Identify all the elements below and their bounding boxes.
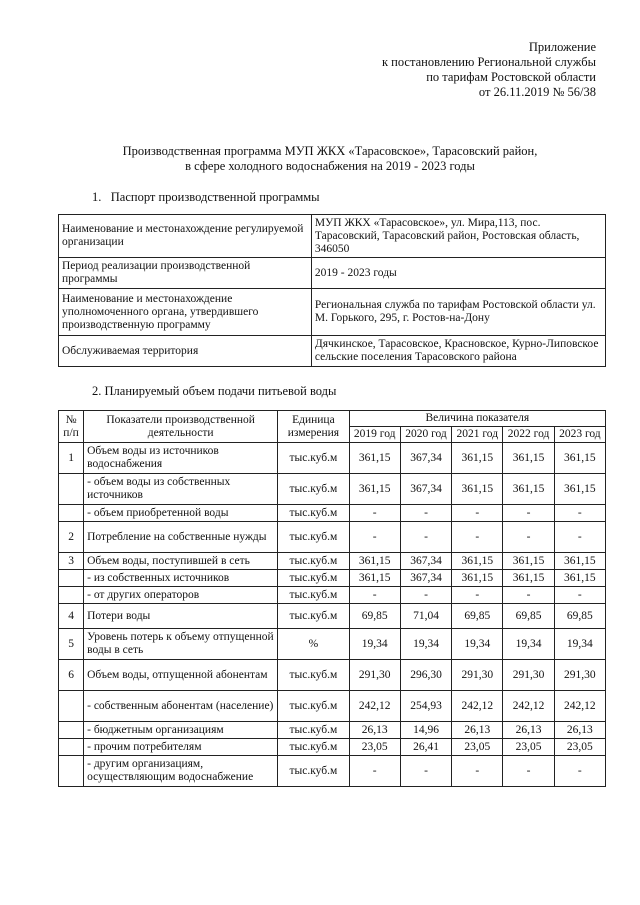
row-number: 5	[59, 629, 84, 660]
row-value: 361,15	[554, 570, 605, 587]
row-value: 361,15	[452, 443, 503, 474]
row-unit: тыс.куб.м	[278, 474, 349, 505]
row-value: -	[503, 522, 554, 553]
column-header-year: 2020 год	[400, 427, 451, 443]
row-unit: тыс.куб.м	[278, 756, 349, 787]
passport-label: Период реализации производственной программы	[59, 258, 312, 289]
title-line: в сфере холодного водоснабжения на 2019 - 2023 годы	[185, 159, 475, 173]
row-value: 69,85	[349, 604, 400, 629]
passport-table	[58, 214, 606, 367]
row-unit: тыс.куб.м	[278, 443, 349, 474]
row-value: -	[554, 522, 605, 553]
row-value: -	[400, 587, 451, 604]
water-volume-table	[58, 410, 606, 787]
table-row	[59, 587, 606, 604]
row-value: 361,15	[503, 570, 554, 587]
table-row	[59, 660, 606, 691]
row-number	[59, 587, 84, 604]
row-value: 23,05	[452, 739, 503, 756]
row-value: 26,41	[400, 739, 451, 756]
row-value: 26,13	[554, 722, 605, 739]
row-indicator: - бюджетным организациям	[84, 722, 278, 739]
row-value: 242,12	[503, 691, 554, 722]
section1-heading: 1. Паспорт производственной программы	[92, 190, 320, 204]
row-value: -	[503, 756, 554, 787]
row-indicator: - другим организациям, осуществляющим водоснабжение	[84, 756, 278, 787]
row-value: 361,15	[349, 474, 400, 505]
table-header-row	[59, 411, 606, 427]
table-row	[59, 691, 606, 722]
passport-row	[59, 215, 606, 258]
passport-row	[59, 336, 606, 367]
row-indicator: Уровень потерь к объему отпущенной воды в сеть	[84, 629, 278, 660]
row-indicator: Объем воды, поступившей в сеть	[84, 553, 278, 570]
passport-value: Региональная служба по тарифам Ростовской области ул. М. Горького, 295, г. Ростов-на-Дону	[311, 289, 605, 336]
row-value: -	[349, 505, 400, 522]
row-number	[59, 570, 84, 587]
row-value: -	[554, 587, 605, 604]
row-value: 367,34	[400, 443, 451, 474]
row-value: -	[554, 756, 605, 787]
row-indicator: Потери воды	[84, 604, 278, 629]
table-row	[59, 629, 606, 660]
row-number	[59, 474, 84, 505]
row-value: -	[400, 522, 451, 553]
column-header-year: 2021 год	[452, 427, 503, 443]
row-value: 23,05	[503, 739, 554, 756]
passport-value: МУП ЖКХ «Тарасовское», ул. Мира,113, пос. Тарасовский, Тарасовский район, Ростовская область, 346050	[311, 215, 605, 258]
row-value: -	[452, 756, 503, 787]
title-line: Производственная программа МУП ЖКХ «Тарасовское», Тарасовский район,	[122, 144, 538, 158]
row-number	[59, 691, 84, 722]
column-header-indicator: Показатели производственной деятельности	[84, 411, 278, 443]
column-header-num: № п/п	[59, 411, 84, 443]
row-unit: тыс.куб.м	[278, 660, 349, 691]
passport-row	[59, 289, 606, 336]
row-unit: тыс.куб.м	[278, 505, 349, 522]
row-number	[59, 722, 84, 739]
row-indicator: - объем воды из собственных источников	[84, 474, 278, 505]
row-unit: тыс.куб.м	[278, 722, 349, 739]
column-header-unit: Единица измерения	[278, 411, 349, 443]
document-title	[60, 144, 600, 174]
row-value: 361,15	[503, 443, 554, 474]
passport-label: Наименование и местонахождение регулируемой организации	[59, 215, 312, 258]
row-value: 361,15	[452, 553, 503, 570]
table-row	[59, 570, 606, 587]
row-unit: тыс.куб.м	[278, 553, 349, 570]
row-value: 291,30	[503, 660, 554, 691]
row-value: 361,15	[349, 443, 400, 474]
table-row	[59, 443, 606, 474]
row-value: -	[503, 587, 554, 604]
row-value: 361,15	[554, 474, 605, 505]
row-number	[59, 739, 84, 756]
row-value: 19,34	[554, 629, 605, 660]
row-indicator: - собственным абонентам (население)	[84, 691, 278, 722]
row-value: -	[400, 756, 451, 787]
table-row	[59, 474, 606, 505]
row-value: -	[452, 505, 503, 522]
row-value: 361,15	[554, 443, 605, 474]
row-value: 242,12	[349, 691, 400, 722]
row-value: 361,15	[503, 553, 554, 570]
row-value: -	[554, 505, 605, 522]
row-number: 3	[59, 553, 84, 570]
row-value: 361,15	[554, 553, 605, 570]
row-indicator: - от других операторов	[84, 587, 278, 604]
row-value: 19,34	[400, 629, 451, 660]
row-indicator: Объем воды, отпущенной абонентам	[84, 660, 278, 691]
row-value: 69,85	[554, 604, 605, 629]
row-value: 26,13	[452, 722, 503, 739]
row-value: 26,13	[503, 722, 554, 739]
header-line: Приложение	[528, 40, 596, 54]
row-value: 367,34	[400, 474, 451, 505]
row-number: 1	[59, 443, 84, 474]
row-value: 69,85	[503, 604, 554, 629]
row-unit: тыс.куб.м	[278, 587, 349, 604]
row-value: 291,30	[452, 660, 503, 691]
row-value: -	[452, 522, 503, 553]
row-value: 361,15	[452, 570, 503, 587]
table-row	[59, 522, 606, 553]
row-value: 367,34	[400, 570, 451, 587]
row-indicator: Потребление на собственные нужды	[84, 522, 278, 553]
row-value: 71,04	[400, 604, 451, 629]
row-value: -	[349, 587, 400, 604]
passport-row	[59, 258, 606, 289]
row-value: 23,05	[349, 739, 400, 756]
document-header	[296, 40, 596, 100]
row-value: -	[452, 587, 503, 604]
row-value: 291,30	[349, 660, 400, 691]
row-value: 367,34	[400, 553, 451, 570]
table-row	[59, 722, 606, 739]
row-unit: тыс.куб.м	[278, 739, 349, 756]
passport-label: Обслуживаемая территория	[59, 336, 312, 367]
row-value: -	[349, 522, 400, 553]
row-unit: тыс.куб.м	[278, 570, 349, 587]
row-value: 69,85	[452, 604, 503, 629]
row-value: 19,34	[503, 629, 554, 660]
passport-label: Наименование и местонахождение уполномоченного органа, утвердившего производственную программу	[59, 289, 312, 336]
column-header-value-group: Величина показателя	[349, 411, 605, 427]
row-unit: тыс.куб.м	[278, 691, 349, 722]
row-value: 296,30	[400, 660, 451, 691]
row-indicator: - объем приобретенной воды	[84, 505, 278, 522]
row-value: 254,93	[400, 691, 451, 722]
row-value: 361,15	[349, 553, 400, 570]
row-value: 291,30	[554, 660, 605, 691]
row-number	[59, 756, 84, 787]
row-indicator: Объем воды из источников водоснабжения	[84, 443, 278, 474]
row-value: -	[400, 505, 451, 522]
row-value: 19,34	[452, 629, 503, 660]
passport-value: 2019 - 2023 годы	[311, 258, 605, 289]
row-value: 14,96	[400, 722, 451, 739]
table-row	[59, 756, 606, 787]
row-unit: %	[278, 629, 349, 660]
row-indicator: - прочим потребителям	[84, 739, 278, 756]
row-value: 361,15	[349, 570, 400, 587]
passport-value: Дячкинское, Тарасовское, Красновское, Курно-Липовское сельские поселения Тарасовского района	[311, 336, 605, 367]
table-body	[59, 443, 606, 787]
row-value: -	[349, 756, 400, 787]
table-row	[59, 739, 606, 756]
row-value: 23,05	[554, 739, 605, 756]
row-number: 4	[59, 604, 84, 629]
table-row	[59, 505, 606, 522]
row-number	[59, 505, 84, 522]
column-header-year: 2023 год	[554, 427, 605, 443]
column-header-year: 2019 год	[349, 427, 400, 443]
row-value: 242,12	[452, 691, 503, 722]
row-value: 242,12	[554, 691, 605, 722]
section2-heading: 2. Планируемый объем подачи питьевой воды	[92, 384, 337, 398]
row-value: 361,15	[452, 474, 503, 505]
table-row	[59, 604, 606, 629]
row-indicator: - из собственных источников	[84, 570, 278, 587]
row-value: 26,13	[349, 722, 400, 739]
column-header-year: 2022 год	[503, 427, 554, 443]
row-number: 6	[59, 660, 84, 691]
header-line: от 26.11.2019 № 56/38	[478, 85, 596, 99]
row-unit: тыс.куб.м	[278, 604, 349, 629]
row-value: -	[503, 505, 554, 522]
row-value: 19,34	[349, 629, 400, 660]
table-row	[59, 553, 606, 570]
row-value: 361,15	[503, 474, 554, 505]
row-number: 2	[59, 522, 84, 553]
header-line: по тарифам Ростовской области	[426, 70, 596, 84]
row-unit: тыс.куб.м	[278, 522, 349, 553]
header-line: к постановлению Региональной службы	[381, 55, 596, 69]
